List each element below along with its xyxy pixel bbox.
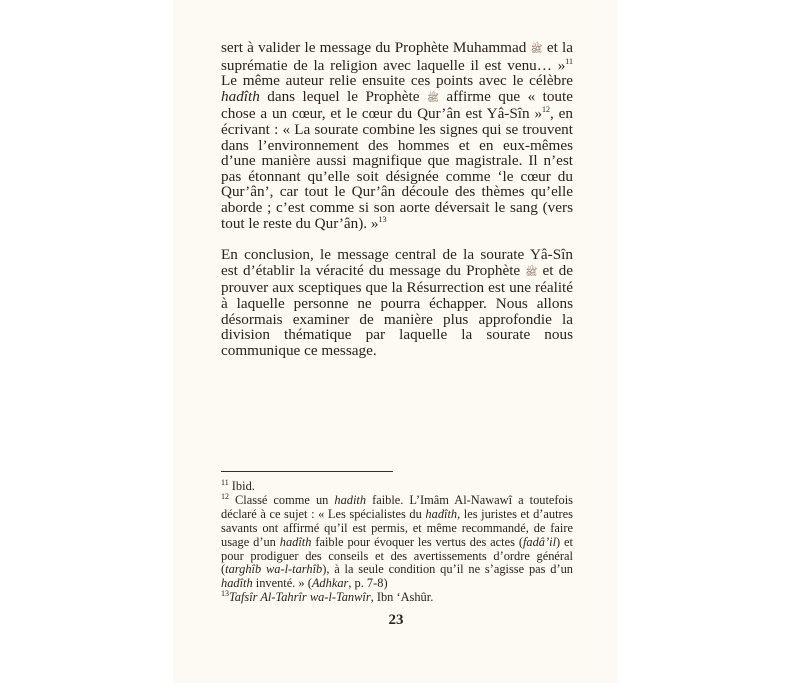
footnote-ref-12: 12 (542, 105, 551, 115)
footnotes (221, 477, 573, 605)
footnote-13: $^{13}$Tafsîr Al-Tahrîr wa-l-Tanwîr, Ibn ‘Ashûr. (221, 589, 434, 605)
paragraph-2: En conclusion, le message central de la sourate Yâ-Sîn est d’établir la véracité du message du Prophète ﷺ et de prouver aux sceptiques que la Résurrection est une réalité à laquelle personne ne pourra échapper. Nous allons désormais examiner de manière plus approfondie la division thématique par laquelle la sourate nous communique ce message. (221, 246, 573, 359)
salawat-symbol: ﷺ (530, 44, 543, 55)
salawat-symbol: ﷺ (525, 266, 538, 278)
footnote-11: $^{11}$ Ibid. (221, 477, 255, 493)
salawat-symbol: ﷺ (426, 92, 439, 104)
footnote-12: $^{12}$ Classé comme un hadith faible. L’Imâm Al-Nawawî a toutefois déclaré à ce sujet : « Les spécialistes du hadîth, les juristes et d’autres savants ont affirmé qu’il est permis, et même recommandé, de faire usage d’un hadîth faible pour évoquer les vertus des actes (fadâ’il) et pour prodiguer des conseils et des avertissements d’ordre général (targhîb wa-l-tarhîb), à la seule condition qu’il ne s’agisse pas d’un hadîth inventé. » (Adhkar, p. 7-8) (221, 491, 573, 591)
footnote-ref-11: 11 (565, 56, 573, 66)
main-text (221, 40, 573, 358)
footnote-separator (221, 471, 393, 472)
footnote-ref-13: 13 (378, 214, 387, 224)
page-number: 23 (388, 612, 404, 628)
paragraph-1: sert à valider le message du Prophète Muhammad ﷺ et la suprématie de la religion avec laquelle il est venu… »$^{11}$ Le même auteur relie ensuite ces points avec le célèbre hadîth dans lequel le Prophète ﷺ affirme que « toute chose a un cœur, et le cœur du Qur’ân est Yâ-Sîn »$^{12}$, en écrivant : « La sourate combine les signes qui se trouvent dans l’environnement des hommes et en eux-mêmes d’une manière aussi magnifique que magistrale. Il n’est pas étonnant qu’elle soit désignée comme ‘le cœur du Qur’ân’, car tout le Qur’ân découle des thèmes qu’elle aborde ; c’est comme si son aorte déversait le sang (vers tout le reste du Qur’ân). »$^{13}$ (221, 39, 573, 232)
